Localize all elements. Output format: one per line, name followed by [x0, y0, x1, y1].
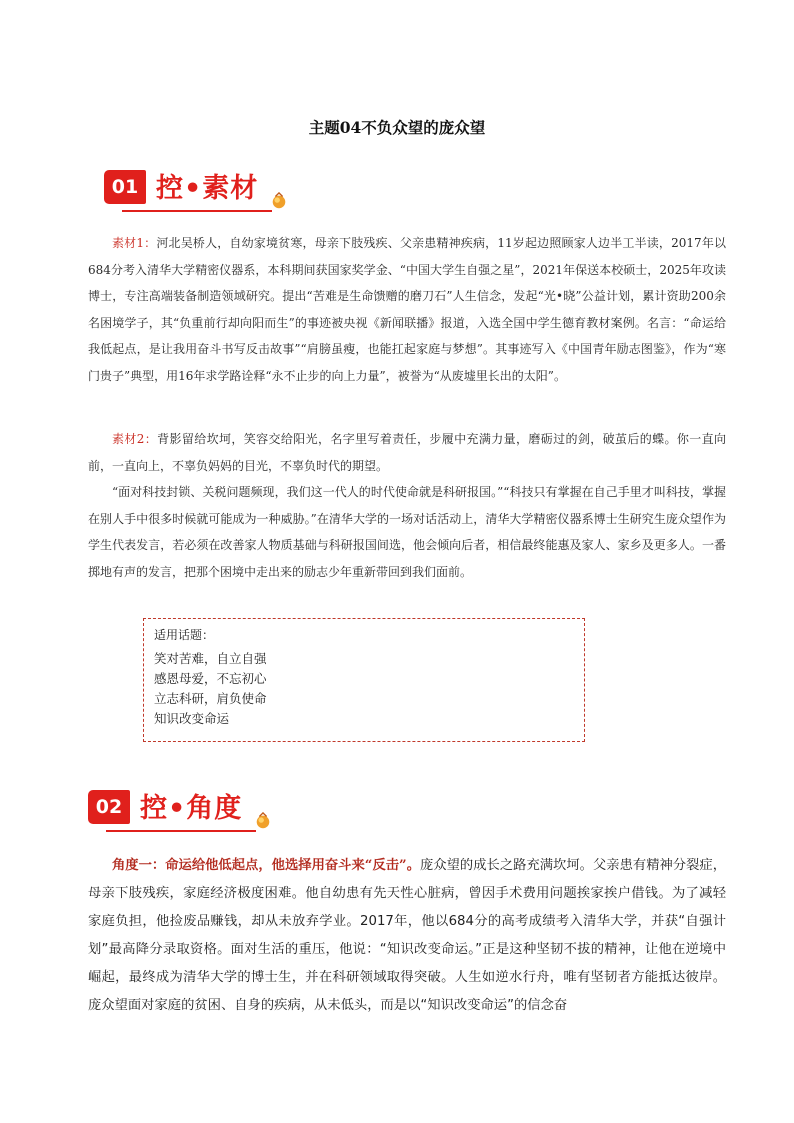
section-header-materials	[104, 166, 304, 216]
topic-item: 笑对苦难，自立自强	[154, 651, 267, 666]
angle-1-paragraph	[88, 852, 726, 1020]
topics-heading: 适用话题：	[154, 628, 215, 642]
section-number-badge: 02	[88, 790, 130, 824]
page-title: 主题04不负众望的庞众望	[308, 118, 486, 137]
angle-1-lead: 角度一：命运给他低起点，他选择用奋斗来“反击”。	[112, 858, 421, 873]
topics-box	[143, 618, 585, 742]
material-1-label: 素材1：	[112, 236, 157, 250]
material-1-paragraph	[88, 230, 726, 389]
section-title: 控•素材	[156, 173, 259, 204]
section-underline	[122, 210, 272, 212]
bulb-icon	[254, 812, 272, 830]
section-underline	[106, 830, 256, 832]
material-2-label: 素材2：	[112, 432, 158, 446]
material-2-text: 背影留给坎坷，笑容交给阳光，名字里写着责任，步履中充满力量，磨砺过的剑，破茧后的蝶。你一直向前，一直向上，不辜负妈妈的目光，不辜负时代的期望。	[88, 432, 726, 473]
section-title: 控•角度	[140, 793, 243, 824]
section-header-angles	[88, 786, 288, 836]
bulb-icon	[270, 192, 288, 210]
angle-1-text: 庞众望的成长之路充满坎坷。父亲患有精神分裂症，母亲下肢残疾，家庭经济极度困难。他自幼患有先天性心脏病，曾因手术费用问题挨家挨户借钱。为了减轻家庭负担，他捡废品赚钱，却从未放弃学业。2017年，他以684分的高考成绩考入清华大学，并获“自强计划”最高降分录取资格。面对生活的重压，他说：“知识改变命运。”正是这种坚韧不拔的精神，让他在逆境中崛起，最终成为清华大学的博士生，并在科研领域取得突破。人生如逆水行舟，唯有坚韧者方能抵达彼岸。庞众望面对家庭的贫困、自身的疾病，从未低头，而是以“知识改变命运”的信念奋	[88, 858, 727, 1013]
material-2-paragraph	[88, 426, 726, 479]
topic-item: 知识改变命运	[154, 711, 230, 726]
topic-item: 感恩母爱，不忘初心	[154, 671, 267, 686]
material-2-quote: “面对科技封锁、关税问题频现，我们这一代人的时代使命就是科研报国。”“科技只有掌握在自己手里才叫科技，掌握在别人手中很多时候就可能成为一种威胁。”在清华大学的一场对话活动上，清华大学精密仪器系博士生研究生庞众望作为学生代表发言，若必须在改善家人物质基础与科研报国间选，他会倾向后者，相信最终能惠及家人、家乡及更多人。一番掷地有声的发言，把那个困境中走出来的励志少年重新带回到我们面前。	[88, 485, 726, 579]
section-number-badge: 01	[104, 170, 146, 204]
material-1-text: 河北吴桥人，自幼家境贫寒，母亲下肢残疾、父亲患精神疾病，11岁起边照顾家人边半工半读，2017年以684分考入清华大学精密仪器系，本科期间获国家奖学金、“中国大学生自强之星”，2021年保送本校硕士，2025年攻读博士，专注高端装备制造领域研究。提出“苦难是生命馈赠的磨刀石”人生信念，发起“光•晓”公益计划，累计资助200余名困境学子，其“负重前行却向阳而生”的事迹被央视《新闻联播》报道，入选全国中学生德育教材案例。名言：“命运给我低起点，是让我用奋斗书写反击故事”“肩膀虽瘦，也能扛起家庭与梦想”。其事迹写入《中国青年励志图鉴》，作为“寒门贵子”典型，用16年求学路诠释“永不止步的向上力量”，被誉为“从废墟里长出的太阳”。	[88, 236, 726, 383]
topic-item: 立志科研，肩负使命	[154, 691, 267, 706]
